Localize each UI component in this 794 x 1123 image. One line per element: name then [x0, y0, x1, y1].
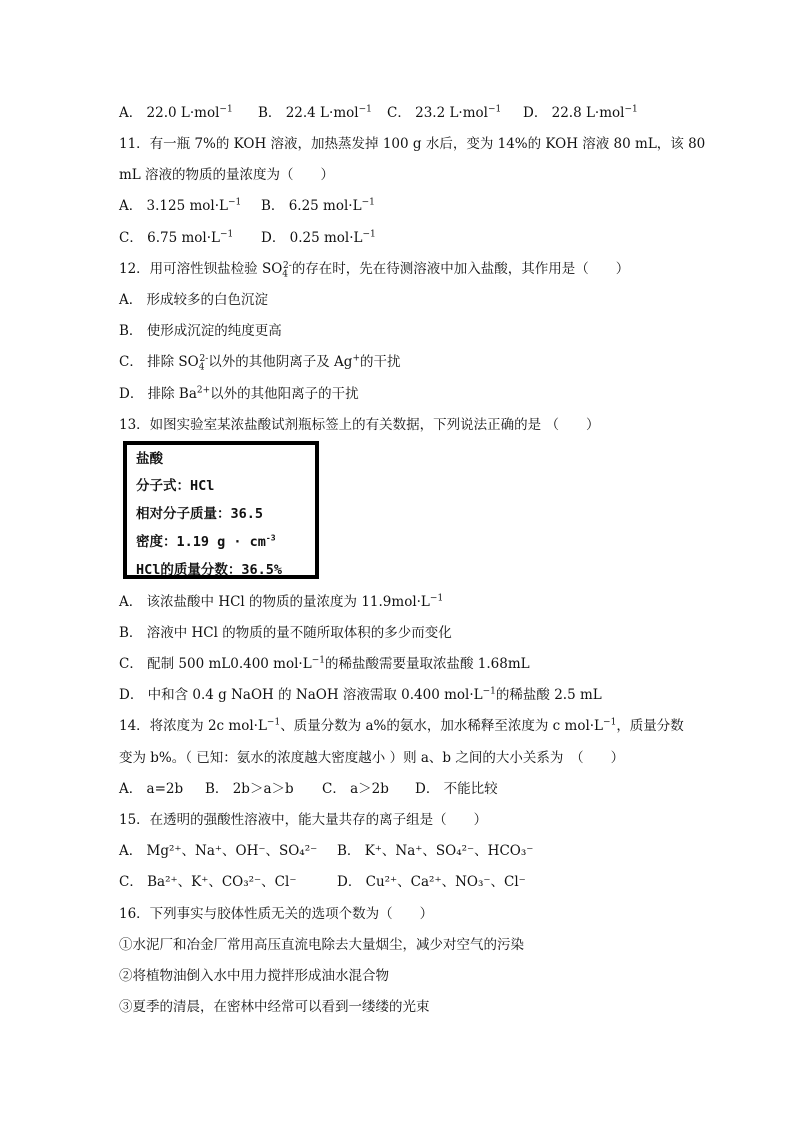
label-density: 密度：1.19 $g \cdot cm^{-3}$ — [136, 533, 276, 550]
q15-stem: 15．在透明的强酸性溶液中，能大量共存的离子组是（ ） — [119, 812, 488, 828]
q15-options-ab — [119, 842, 533, 860]
q10-option-b: B． 22.4 L·mol$^{-1}$ — [258, 104, 372, 121]
q13-stem: 13．如图实验室某浓盐酸试剂瓶标签上的有关数据，下列说法正确的是 （ ） — [119, 417, 600, 433]
q10-option-d: D． 22.8 L·mol$^{-1}$ — [523, 104, 638, 121]
q11-options-ab — [119, 197, 375, 215]
q13-option-d: D． 中和含 0.4 g NaOH 的 NaOH 溶液需取 0.400 $mol\cdot L^{-1}$的稀盐酸 2.5 mL — [119, 686, 602, 703]
q10-option-a: A． 22.0 L·mol$^{-1}$ — [119, 104, 233, 121]
q15-option-a: A． Mg²⁺、Na⁺、OH⁻、SO₄²⁻ — [119, 843, 318, 859]
q13-option-c: C． 配制 500 mL0.400 $mol\cdot L^{-1}$的稀盐酸需要量取浓盐酸 1.68mL — [119, 655, 530, 672]
q14-option-b: B． 2b＞a＞b — [205, 781, 294, 797]
q12-option-a: A． 形成较多的白色沉淀 — [119, 292, 269, 308]
q15-option-b: B． K⁺、Na⁺、SO₄²⁻、HCO₃⁻ — [337, 843, 534, 859]
q11-option-a: A． 3.125 $mol\cdot L^{-1}$ — [119, 197, 242, 214]
q11-stem-line2: mL 溶液的物质的量浓度为（ ） — [119, 167, 335, 183]
q11-stem-line1: 11．有一瓶 7%的 KOH 溶液，加热蒸发掉 100 g 水后，变为 14%的 KOH 溶液 80 mL，该 80 — [119, 136, 706, 152]
q12-stem: 12．用可溶性钡盐检验 $SO_4^{2-}$的存在时，先在待测溶液中加入盐酸，其作用是（ ） — [119, 260, 630, 280]
q12-option-d: D． 排除 $Ba^{2+}$以外的其他阳离子的干扰 — [119, 385, 359, 402]
q11-option-d: D． 0.25 $mol\cdot L^{-1}$ — [261, 229, 376, 246]
label-mass-fraction: HCl的质量分数：36.5% — [136, 562, 283, 578]
q14-options — [119, 780, 498, 798]
q16-stem: 16．下列事实与胶体性质无关的选项个数为（ ） — [119, 906, 434, 922]
q14-option-c: C． a＞2b — [322, 781, 389, 797]
q11-option-b: B． 6.25 $mol\cdot L^{-1}$ — [261, 197, 375, 214]
q12-option-c: C． 排除 $SO_4^{2-}$以外的其他阴离子及 Ag+的干扰 — [119, 353, 401, 373]
q16-item-2: ②将植物油倒入水中用力搅拌形成油水混合物 — [119, 968, 389, 984]
q14-option-d: D． 不能比较 — [415, 781, 498, 797]
q14-option-a: A． a=2b — [119, 781, 184, 797]
q12-option-b: B． 使形成沉淀的纯度更高 — [119, 323, 282, 339]
q10-option-c: C． 23.2 L·mol$^{-1}$ — [387, 104, 502, 121]
label-title: 盐酸 — [136, 451, 163, 467]
q15-option-d: D． Cu²⁺、Ca²⁺、NO₃⁻、Cl⁻ — [337, 874, 526, 890]
q15-options-cd — [119, 873, 526, 891]
q15-option-c: C． Ba²⁺、K⁺、CO₃²⁻、Cl⁻ — [119, 874, 297, 890]
q11-options-cd — [119, 229, 376, 247]
q13-option-b: B． 溶液中 HCl 的物质的量不随所取体积的多少而变化 — [119, 625, 452, 641]
q10-options — [119, 104, 638, 122]
label-formula: 分子式：HCl — [136, 478, 215, 494]
q11-option-c: C． 6.75 $mol\cdot L^{-1}$ — [119, 229, 234, 246]
q13-option-a: A． 该浓盐酸中 HCl 的物质的量浓度为 $11.9mol\cdot L^{-1}$ — [119, 593, 444, 610]
label-molar-mass: 相对分子质量：36.5 — [136, 506, 264, 522]
q16-item-1: ①水泥厂和冶金厂常用高压直流电除去大量烟尘，减少对空气的污染 — [119, 937, 524, 953]
reagent-bottle-label — [123, 441, 319, 579]
q14-stem-line1: 14．将浓度为 2c $mol\cdot L^{-1}$、质量分数为 a%的氨水，加水稀释至浓度为 c $mol\cdot L^{-1}$，质量分数 — [119, 717, 684, 734]
q14-stem-line2: 变为 b%。（ 已知：氨水的浓度越大密度越小 ）则 a、b 之间的大小关系为 （ ） — [119, 750, 625, 766]
q16-item-3: ③夏季的清晨，在密林中经常可以看到一缕缕的光束 — [119, 999, 430, 1015]
